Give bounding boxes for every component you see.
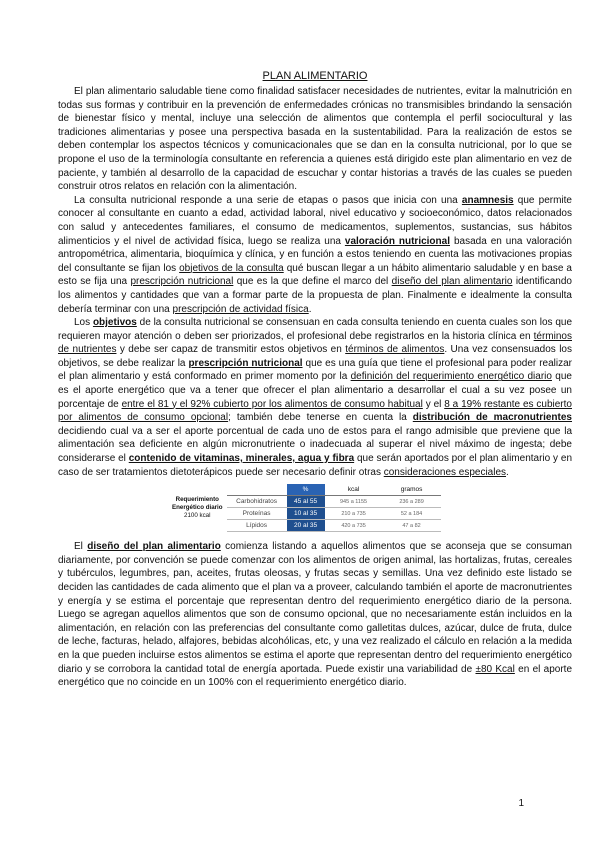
text: de la consulta nutricional se consensuan en cada consulta teniendo en cuenta cuales son los que requieren mayor atención o deben ser priorizados, el profesional debe registrarlos en la historia clínica en — [58, 317, 573, 342]
paragraph-intro: El plan alimentario saludable tiene como finalidad satisfacer necesidades de nutrientes, evitar la malnutrición en todas sus formas y contribuir en la prevención de enfermedades crónicas no transmisibles brindando la sensación de bienestar físico y mental, incluye una selección de alimentos que contempla el perfil sociocultural y las tradiciones alimentarias y posee una perspectiva basada en la sustentabilidad. Para la realización de estos se deben contemplar los aspectos técnicos y comunicacionales que se dan en la consulta nutricional, por lo que se propone el uso de la terminología consultante en referencia a quienes está dirigido este plan alimentario en vez de paciente, y también al desarrollo de la capacidad de escuchar y contar historias a través de las cuales se pueden construir otros relatos en relación con la alimentación. — [58, 86, 572, 193]
header-gramos: gramos — [383, 484, 441, 496]
row-percent: 10 al 35 — [287, 508, 325, 520]
macronutrient-table — [168, 484, 441, 532]
row-kcal: 210 a 735 — [325, 508, 383, 520]
term-consumo-opcional: 8 a 19% restante es cubierto por alimentos de consumo opcional — [58, 398, 572, 424]
term-consumo-habitual: entre el 81 y el 92% cubierto por los alimentos de consumo habitual — [121, 398, 423, 410]
term-vitaminas-minerales: contenido de vitaminas, minerales, agua y fibra — [128, 453, 355, 465]
text: basada en una valoración antropométrica, alimentaria, bioquímica y clínica, y en función a estos teniendo en cuenta las motivaciones propias del consultante se fijan los — [58, 235, 572, 274]
text: que serán aportados por el plan alimentario y en caso de ser tratamientos dietoterápicos puede ser necesario definir otras — [58, 453, 573, 478]
text: . — [506, 466, 509, 478]
row-label: Carbohidratos — [227, 496, 287, 508]
term-objetivos-consulta: objetivos de la consulta — [179, 262, 284, 274]
requirement-value: 2100 kcal — [184, 511, 211, 519]
row-grams: 47 a 82 — [383, 520, 441, 532]
header-blank — [227, 484, 287, 496]
header-percent: % — [287, 484, 325, 496]
text: El — [74, 541, 88, 553]
document-page — [58, 70, 572, 690]
term-prescripcion-nutricional-bold: prescripción nutricional — [188, 357, 303, 369]
row-kcal: 420 a 735 — [325, 520, 383, 532]
text: en el aporte energético que no coincide en un 100% con el requerimiento energético diario. — [58, 663, 573, 689]
row-grams: 236 a 289 — [383, 496, 441, 508]
text: que es el aporte energético que va a tener que ofrecer el plan alimentario a desarrollar el cual a su vez posee un porcentaje de — [58, 371, 572, 410]
row-label: Lípidos — [227, 520, 287, 532]
text: y debe ser capaz de transmitir estos objetivos en — [116, 344, 346, 356]
text: que es la que define el marco del — [233, 276, 392, 288]
paragraph-diseno — [58, 540, 572, 690]
requirement-subtitle: Energético diario — [172, 503, 223, 511]
term-definicion-requerimiento: definición del requerimiento energético diario — [350, 371, 552, 383]
text: que permite conocer al consultante en cuanto a edad, actividad laboral, nivel educativo y socioeconómico, datos relacionados con salud y antecedentes familiares, el consumo de medicamentos, suplementos, sustancias, sus hábitos alimenticios y el nivel de actividad física, luego se realiza una — [58, 194, 572, 247]
text: identificando los alimentos y cantidades que van a formar parte de la propuesta de plan. Finalmente e idealmente la consulta debería terminar con una — [58, 276, 572, 315]
term-prescripcion-nutricional: prescripción nutricional — [130, 276, 234, 288]
text: ; también debe tenerse en cuenta la — [228, 412, 413, 424]
paragraph-objetivos — [58, 316, 572, 479]
term-diseno-plan-bold: diseño del plan alimentario — [87, 541, 221, 553]
table-header-row — [168, 484, 441, 496]
row-grams: 52 a 184 — [383, 508, 441, 520]
paragraph-consulta — [58, 194, 572, 316]
row-percent: 45 al 55 — [287, 496, 325, 508]
text: La consulta nutricional responde a una serie de etapas o pasos que inicia con una — [74, 194, 462, 206]
term-anamnesis: anamnesis — [461, 194, 514, 206]
text: Los — [74, 317, 93, 329]
row-label: Proteínas — [227, 508, 287, 520]
text: que es una guía que tiene el profesional para poder realizar el plan alimentario y está conformado en primer momento por la — [58, 357, 572, 383]
term-objetivos: objetivos — [92, 317, 137, 329]
text: . Una vez consensuados los objetivos, se debe realizar la — [58, 344, 572, 369]
text: . — [308, 303, 312, 315]
page-title: PLAN ALIMENTARIO — [262, 70, 368, 82]
term-terminos-alimentos: términos de alimentos — [345, 344, 445, 356]
page-number: 1 — [518, 798, 524, 809]
term-consideraciones-especiales: consideraciones especiales — [383, 466, 507, 478]
term-diseno-plan: diseño del plan alimentario — [391, 276, 513, 288]
row-percent: 20 al 35 — [287, 520, 325, 532]
row-kcal: 945 a 1155 — [325, 496, 383, 508]
term-distribucion-macronutrientes: distribución de macronutrientes — [412, 412, 572, 424]
text: comienza listando a aquellos alimentos que se aconseja que se consuman diariamente, por convención se puede comenzar con los alimentos de origen animal, las hortalizas, frutas, cereales y tubérculos, legumbres, pan, aceites, frutas oleosas, y frutas secas y semillas. Una vez definido este listado se deciden las cantidades de cada alimento que el plan va a proveer, calculando también el aporte de macronutrientes y energía y se estima el porcentaje que representan dentro del requerimiento energético diario de la persona. Luego se agregan aquellos alimentos que son de consumo opcional, que no necesariamente están incluidos en la alimentación, en relación con las preferencias del consultante como galletitas dulces, azúcar, dulce de fruta, dulce de leche, facturas, helado, alfajores, bebidas alcohólicas, etc, y una vez realizado el cálculo en relación a la medida en la que pueden incluirse estos alimentos se estima el aporte que representan dentro del requerimiento energético diario y se corrobora la cantidad total de energía aportada. Puede existir una variabilidad de — [58, 541, 572, 675]
text: qué buscan llegar a un hábito alimentario saludable y en base a esto se fija una — [58, 262, 572, 288]
header-kcal: kcal — [325, 484, 383, 496]
text: decidiendo cual va a ser el aporte porcentual de cada uno de estos para el rango admisible que previene que la alimentación sea deficiente en algún micronutriente o inadecuada al superar el nivel máximo de ingesta; debe considerarse el — [58, 425, 572, 465]
requirement-title: Requerimiento — [175, 495, 219, 503]
requirement-cell — [168, 484, 227, 532]
text: y el — [422, 398, 445, 410]
term-valoracion-nutricional: valoración nutricional — [344, 235, 450, 247]
term-actividad-fisica: prescripción de actividad física — [172, 303, 309, 315]
term-terminos-nutrientes: términos de nutrientes — [58, 330, 572, 356]
term-variabilidad-kcal: ±80 Kcal — [475, 663, 515, 675]
